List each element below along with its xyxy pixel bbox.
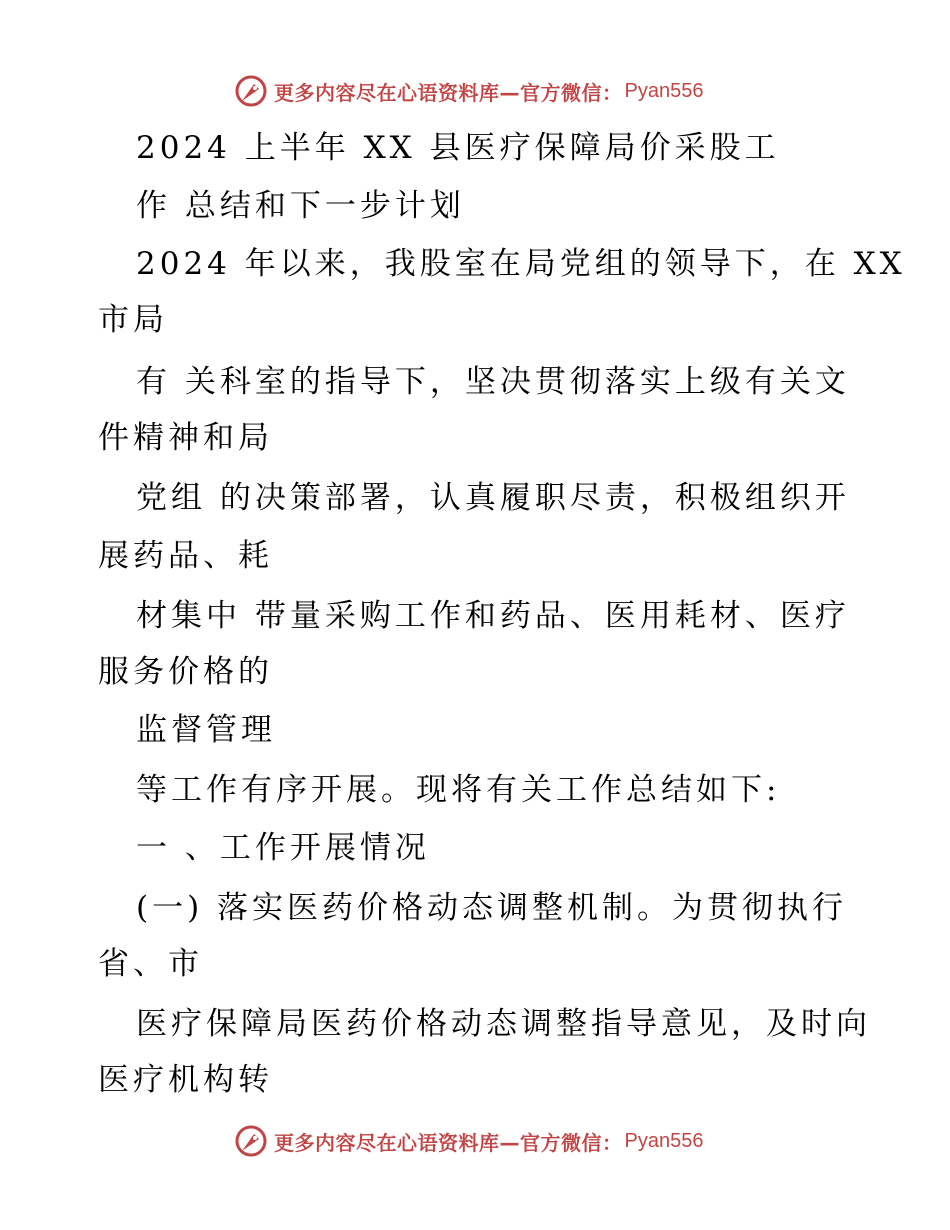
paragraph-line: 医疗机构转: [98, 1062, 273, 1098]
footer-banner: [0, 1120, 950, 1160]
paragraph-line: 展药品、耗: [98, 538, 273, 574]
paragraph-line: 服务价格的: [98, 654, 273, 690]
paragraph-line: 监督管理: [136, 712, 276, 748]
paragraph-line: 医疗保障局医药价格动态调整指导意见，及时向: [136, 1006, 871, 1042]
banner-wechat-id: Pyan556: [624, 79, 704, 102]
section-heading: 一 、工作开展情况: [136, 830, 430, 866]
title-line-1: 2024 上半年 XX 县医疗保障局价采股工: [136, 130, 780, 166]
title-line-2: 作 总结和下一步计划: [136, 188, 465, 224]
subsection-line: (一) 落实医药价格动态调整机制。为贯彻执行: [136, 890, 848, 926]
paragraph-line: 省、市: [98, 946, 203, 982]
pen-nib-logo-icon: [234, 74, 268, 108]
banner-text: 更多内容尽在心语资料库—官方微信：: [274, 1130, 623, 1155]
paragraph-line: 件精神和局: [98, 420, 273, 456]
paragraph-line: 材集中 带量采购工作和药品、医用耗材、医疗: [136, 598, 850, 634]
paragraph-line: 市局: [98, 302, 168, 338]
banner-text: 更多内容尽在心语资料库—官方微信：: [274, 80, 623, 105]
pen-nib-logo-icon: [234, 1124, 268, 1158]
header-banner: [0, 70, 950, 110]
paragraph-line: 等工作有序开展。现将有关工作总结如下:: [136, 772, 781, 808]
paragraph-line: 2024 年以来，我股室在局党组的领导下，在 XX: [136, 246, 906, 282]
paragraph-line: 党组 的决策部署，认真履职尽责，积极组织开: [136, 480, 850, 516]
paragraph-line: 有 关科室的指导下，坚决贯彻落实上级有关文: [136, 364, 850, 400]
banner-wechat-id: Pyan556: [624, 1129, 704, 1152]
